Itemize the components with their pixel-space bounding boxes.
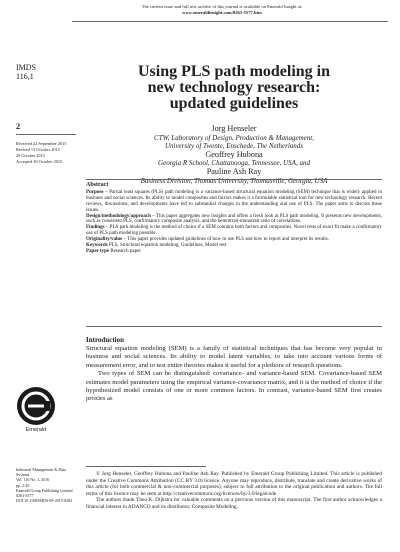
title-line: new technology research:	[147, 79, 321, 96]
footnote-rule	[86, 466, 206, 467]
author-name: Geoffrey Hubona	[205, 149, 263, 159]
abstract-heading: Abstract	[86, 182, 109, 188]
page-number: 2	[16, 121, 21, 131]
pub-line: DOI 10.1108/IMDS-09-2015-0382	[16, 498, 73, 504]
author-affiliation: CTW, Laboratory of Design, Production & Management,	[154, 133, 314, 142]
pub-line: Vol. 116 No. 1, 2016	[16, 477, 50, 483]
abstract	[86, 183, 382, 255]
introduction-para-2: Two types of SEM can be distinguished: covariance- and variance-based SEM. Covariance-based SEM estimates model parameters using the empirical variance-covariance matrix, and it is the method of choice if the hypothesized model consists of one or more common factors. In contrast, variance-based SEM first creates proxies as	[86, 370, 382, 403]
pub-line: Emerald Group Publishing Limited	[16, 487, 73, 493]
abstract-findings: Findings – PLS path modeling is the method of choice if a SEM contains both factors and composites. Novel tests of exact fit make a confirmatory use of PLS path modeling possible.	[86, 225, 382, 237]
pub-line: 0263-5577	[16, 493, 34, 499]
author-affiliation: Georgia R School, Chattanooga, Tennessee, USA, and	[158, 159, 310, 167]
author-block	[86, 124, 382, 185]
introduction-para-1: Structural equation modeling (SEM) is a family of statistical techniques that has become very popular in business and social sciences. Its ability to model latent variables, to take into account various forms of measurement error, and to test entire theories makes it useful for a plethora of research questions.	[86, 345, 382, 369]
author-name: Pauline Ash Ray	[206, 167, 262, 176]
footnotes	[86, 471, 382, 511]
journal-info	[16, 63, 36, 81]
author-affiliation: University of Twente, Enschede, The Netherlands	[164, 141, 304, 150]
page-rule	[16, 134, 76, 135]
date-line: Received 22 September 2015	[16, 141, 67, 146]
author-affiliation: Business Division, Thomas University, Thomasville, Georgia, USA	[140, 176, 328, 185]
abstract-originality: Originality/value – This paper provides updated guidelines of how to use PLS and how to report and interpret its results.	[86, 237, 329, 243]
publication-info	[16, 467, 82, 503]
publisher-logo	[16, 386, 56, 433]
abstract-purpose: Purpose – Partial least squares (PLS) path modeling is a variance-based structural equation modeling (SEM) technique that is widely applied in business and social sciences. Its ability to model composites and factors makes it a formidable statistical tool for new technology research. Recent reviews, discussions, and developments have led to substantial changes in the understanding and use of PLS. The paper aims to discuss these issues.	[86, 189, 382, 213]
copyright-notice: © Jorg Henseler, Geoffrey Hubona and Pauline Ash Ray. Published by Emerald Group Publishing Limited. This article is published under the Creative Commons Attribution (CC BY 3.0) licence. Anyone may reproduce, distribute, translate and create derivative works of this article (for both commercial & non-commercial purposes), subject to full attribution to the original publication and authors. The full terms of this licence may be seen at http://creativecommons.org/licences/by/3.0/legalcode	[86, 471, 382, 497]
pub-line: pp. 2-20	[16, 482, 30, 488]
pub-line: Industrial Management & Data	[16, 467, 66, 472]
abstract-bottom-rule	[86, 326, 382, 327]
logo-label: Emerald	[25, 427, 47, 433]
date-line: 29 October 2015	[16, 153, 45, 158]
date-line: Accepted 30 October 2015	[16, 159, 63, 164]
archive-url[interactable]: www.emeraldinsight.com/0263-5577.htm	[182, 10, 262, 15]
pub-line: Systems	[16, 472, 30, 478]
submission-dates	[16, 141, 86, 165]
acknowledgment: The authors thank Theo K. Dijkstra for valuable comments on a previous version of this manuscript. The first author acknowledges a financial interest in ADANCO and its distributor, Composite Modeling.	[86, 497, 382, 510]
article-title	[86, 64, 382, 112]
abstract-top-rule	[86, 179, 382, 180]
abstract-design: Design/methodology/approach – This paper aggregates new insights and offers a fresh look at PLS path modeling. It presents new developments, such as consistent PLS, confirmatory composite analysis, and the heterotrait-monotrait ratio of correlations.	[86, 213, 382, 225]
volume-issue: 116,1	[16, 72, 34, 81]
journal-abbrev: IMDS	[16, 63, 37, 72]
title-line: updated guidelines	[169, 95, 299, 112]
date-line: Revised 13 October 2015	[16, 147, 60, 152]
title-line: Using PLS path modeling in	[137, 63, 331, 80]
author-name: Jorg Henseler	[211, 124, 257, 133]
archive-note	[72, 4, 372, 16]
emerald-logo-icon	[16, 386, 56, 426]
archive-note-text: The current issue and full text archive of this journal is available on Emerald Insight at:	[141, 4, 303, 9]
header-rule	[72, 21, 388, 22]
introduction-heading: Introduction	[86, 336, 124, 344]
introduction	[86, 336, 382, 404]
abstract-keywords: Keywords PLS, Structural equation modeling, Guidelines, Model test	[86, 243, 227, 249]
abstract-paper-type: Paper type Research paper	[86, 248, 142, 254]
